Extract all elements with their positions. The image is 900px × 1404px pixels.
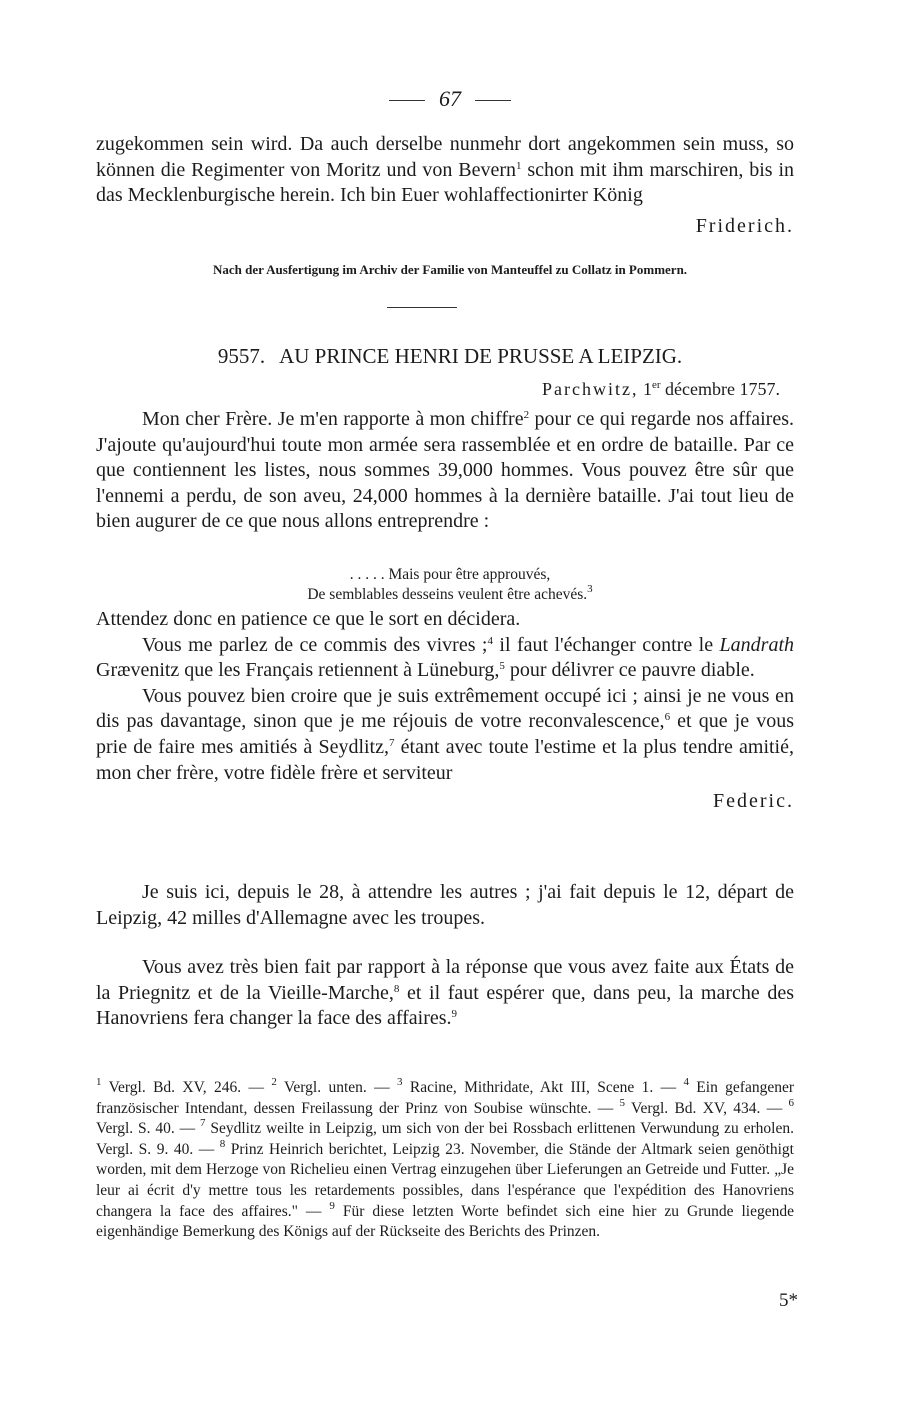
letter-recipient: AU PRINCE HENRI DE PRUSSE A LEIPZIG. — [279, 344, 683, 368]
letter-place: Parchwitz, — [542, 379, 639, 399]
intro-paragraph: zugekommen sein wird. Da auch derselbe nunmehr dort angekommen sein muss, so können die Regimenter von Moritz und von Bevern$^1$ schon mit ihm marschiren, bis in das Mecklenburgische herein. Ich bin Euer wohlaffectionirter König — [96, 133, 794, 207]
verse-line-2: De semblables desseins veulent être achevés.$^3$ — [307, 583, 593, 603]
postscript-1: Je suis ici, depuis le 28, à attendre les autres ; j'ai fait depuis le 12, départ de Leipzig, 42 milles d'Allemagne avec les troupes. — [96, 881, 794, 929]
letter-paragraph-4: Vous pouvez bien croire que je suis extrêmement occupé ici ; ainsi je ne vous en dis pas davantage, sinon que je me réjouis de votre reconvalescence,$^6$ et que je vous prie de faire mes amitiés à Seydlitz,$^7$ étant avec toute l'estime et la plus tendre amitié, mon cher frère, votre fidèle frère et serviteur — [96, 684, 794, 784]
letter-paragraph-3: Vous me parlez de ce commis des vivres ;$^4$ il faut l'échanger contre le Landrath Grævenitz que les Français retiennent à Lüneburg,$^5$ pour délivrer ce pauvre diable. — [96, 633, 794, 682]
sheet-signature-mark: 5* — [779, 1290, 798, 1311]
page-number-dash-left — [389, 100, 425, 101]
signature-friderich: Friderich. — [695, 214, 794, 237]
postscript-2-block — [96, 955, 794, 1032]
section-divider — [387, 307, 457, 308]
verse-line-1: . . . . . Mais pour être approuvés, — [349, 566, 551, 583]
signature-federic: Federic. — [713, 790, 794, 813]
letter-heading — [0, 344, 900, 369]
letter-paragraph-1: Mon cher Frère. Je m'en rapporte à mon chiffre$^2$ pour ce qui regarde nos affaires. J'ajoute qu'aujourd'hui toute mon armée sera rassemblée et en ordre de bataille. Par ce que contiennent les listes, nous sommes 39,000 hommes. Vous pouvez être sûr que l'ennemi a perdu, de son aveu, 24,000 hommes à la dernière bataille. J'ai tout lieu de bien augurer de ce que nous allons entreprendre : — [96, 408, 794, 533]
footnotes: $^1$ Vergl. Bd. XV, 246. — $^2$ Vergl. unten. — $^3$ Racine, Mithridate, Akt III, Scene 1. — $^4$ Ein gefangener französischer Intendant, dessen Freilassung der Prinz von Soubise wünschte. — $^5$ Vergl. Bd. XV, 434. — $^6$ Vergl. S. 40. — $^7$ Seydlitz weilte in Leipzig, um sich von der bei Rossbach erlittenen Verwundung zu erholen. Vergl. S. 9. 40. — $^8$ Prinz Heinrich berichtet, Leipzig 23. November, die Stände der Altmark seien genöthigt worden, mit dem Herzoge von Richelieu einen Vertrag einzugehen über Lieferungen an Getreide und Futter. „Je leur ai écrit d'y mettre tous les retardements possibles, dans l'espérance que l'expédition des Hanovriens changera la face des affaires." — $^9$ Für diese letzten Worte befindet sich eine hier zu Grunde liegende eigenhändige Bemerkung des Königs auf der Rückseite des Berichts des Prinzen. — [96, 1076, 795, 1241]
letter-dateline — [542, 379, 780, 400]
letter-date: 1er décembre 1757. — [643, 379, 780, 399]
letter-body-part-1 — [96, 407, 794, 535]
postscript-2: Vous avez très bien fait par rapport à la réponse que vous avez faite aux États de la Priegnitz et de la Vieille-Marche,$^8$ et il faut espérer que, dans peu, la marche des Hanovriens fera changer la face des affaires.$^9$ — [96, 956, 795, 1030]
page-number-dash-right — [475, 100, 511, 101]
letter-paragraph-2: Attendez donc en patience ce que le sort en décidera. — [96, 608, 521, 630]
letter-number: 9557. — [217, 344, 266, 368]
page-number — [0, 86, 900, 112]
previous-letter-ending — [96, 132, 794, 238]
source-note: Nach der Ausfertigung im Archiv der Familie von Manteuffel zu Collatz in Pommern. — [212, 262, 688, 277]
page-number-text: 67 — [439, 86, 461, 111]
letter-body-part-2 — [96, 607, 794, 813]
verse-quote — [0, 565, 900, 605]
postscript-1-block — [96, 880, 794, 931]
